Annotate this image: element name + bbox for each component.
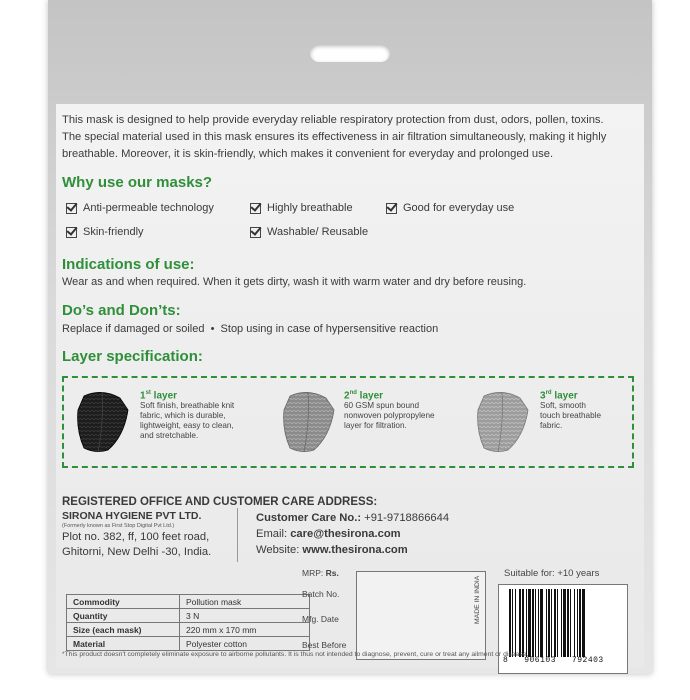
batch-label: Batch No. (302, 589, 340, 599)
layer-desc-line: layer for filtration. (344, 421, 407, 431)
customer-care-line: Customer Care No.: +91-9718866644 (256, 512, 450, 524)
checkbox-icon (250, 203, 261, 214)
layer-1-title: 1st layer (140, 390, 178, 402)
mask-layer-3-image (474, 390, 530, 454)
layer-desc-line: nonwoven polypropylene (344, 411, 435, 421)
address-heading: REGISTERED OFFICE AND CUSTOMER CARE ADDRESS: (62, 496, 378, 508)
indications-text: Wear as and when required. When it gets dirty, wash it with warm water and dry before reusing. (62, 276, 527, 288)
checkbox-icon (66, 203, 77, 214)
best-before-label: Best Before (302, 640, 347, 650)
layer-desc-line: Soft, smooth (540, 401, 586, 411)
table-row: Material Polyester cotton (67, 637, 310, 651)
mrp-label: MRP: Rs. (302, 568, 339, 578)
address-line: Plot no. 382, ff, 100 feet road, (62, 531, 210, 543)
barcode-bars (509, 589, 619, 657)
website-line: Website: www.thesirona.com (256, 544, 408, 556)
contact-block (256, 510, 449, 558)
layer-desc-line: and stretchable. (140, 431, 199, 441)
layer-desc-line: touch breathable (540, 411, 601, 421)
feature-label: Good for everyday use (403, 202, 515, 214)
checkbox-icon (250, 227, 261, 238)
office-address (62, 530, 211, 560)
table-row: Commodity Pollution mask (67, 595, 310, 609)
dos-heading: Do’s and Don’ts: (62, 302, 181, 319)
intro-line: This mask is designed to help provide everyday reliable respiratory protection from dust, odors, pollen, toxins. (62, 114, 604, 126)
mask-layer-2-image (280, 390, 336, 454)
address-line: Ghitorni, New Delhi -30, India. (62, 546, 212, 558)
dos-text: Replace if damaged or soiled • Stop using in case of hypersensitive reaction (62, 323, 439, 335)
address-divider (237, 508, 238, 562)
intro-line: The special material used in this mask ensures its effectiveness in air filtration simultaneously, making it highly (62, 131, 607, 143)
table-row: Size (each mask) 220 mm x 170 mm (67, 623, 310, 637)
checkbox-icon (386, 203, 397, 214)
layers-heading: Layer specification: (62, 348, 203, 365)
checkbox-icon (66, 227, 77, 238)
company-name: SIRONA HYGIENE PVT LTD. (62, 510, 202, 522)
layer-2-title: 2nd layer (344, 390, 384, 402)
email-line: Email: care@thesirona.com (256, 528, 401, 540)
indications-heading: Indications of use: (62, 256, 195, 273)
layer-desc-line: fabric, which is durable, (140, 411, 226, 421)
feature-item (66, 202, 214, 214)
barcode-bar (582, 589, 585, 657)
suitable-age: Suitable for: +10 years (504, 568, 600, 579)
barcode-digits: 8 906103 792403 (503, 656, 604, 665)
table-row: Quantity 3 N (67, 609, 310, 623)
company-former-name: (Formerly known as First Stop Digital Pvt Ltd.) (62, 523, 175, 529)
info-panel (56, 104, 644, 668)
layer-desc-line: fabric. (540, 421, 563, 431)
barcode (498, 584, 628, 674)
feature-item (386, 202, 514, 214)
feature-item (250, 226, 368, 238)
layer-1-text (140, 390, 234, 441)
layer-desc-line: Soft finish, breathable knit (140, 401, 235, 411)
intro-paragraph (62, 112, 642, 163)
layer-desc-line: 60 GSM spun bound (344, 401, 420, 411)
layer-spec-box (62, 376, 634, 468)
layer-desc-line: lightweight, easy to clean, (140, 421, 234, 431)
feature-label: Anti-permeable technology (83, 202, 214, 214)
feature-label: Skin-friendly (83, 226, 144, 238)
disclaimer-footnote: *This product doesn't completely eliminate exposure to airborne pollutants. It is thus not intended to diagnose, prevent, cure or treat any ailment or disease. (62, 651, 529, 658)
mask-package-back (48, 0, 652, 674)
layer-3-text (540, 390, 601, 431)
feature-item (66, 226, 144, 238)
product-spec-table (66, 594, 310, 651)
layer-2-text (344, 390, 435, 431)
mfg-date-label: Mfg. Date (302, 614, 339, 624)
intro-line: breathable. Moreover, it is skin-friendly, which makes it convenient for everyday and prolonged use. (62, 148, 554, 160)
layer-3-title: 3rd layer (540, 390, 578, 402)
feature-item (250, 202, 353, 214)
feature-label: Highly breathable (267, 202, 353, 214)
made-in-label: MADE IN INDIA (474, 575, 481, 624)
hang-hole (310, 44, 390, 62)
why-heading: Why use our masks? (62, 174, 213, 191)
feature-label: Washable/ Reusable (267, 226, 369, 238)
mask-layer-1-image (74, 390, 130, 454)
print-area-box (356, 571, 486, 660)
